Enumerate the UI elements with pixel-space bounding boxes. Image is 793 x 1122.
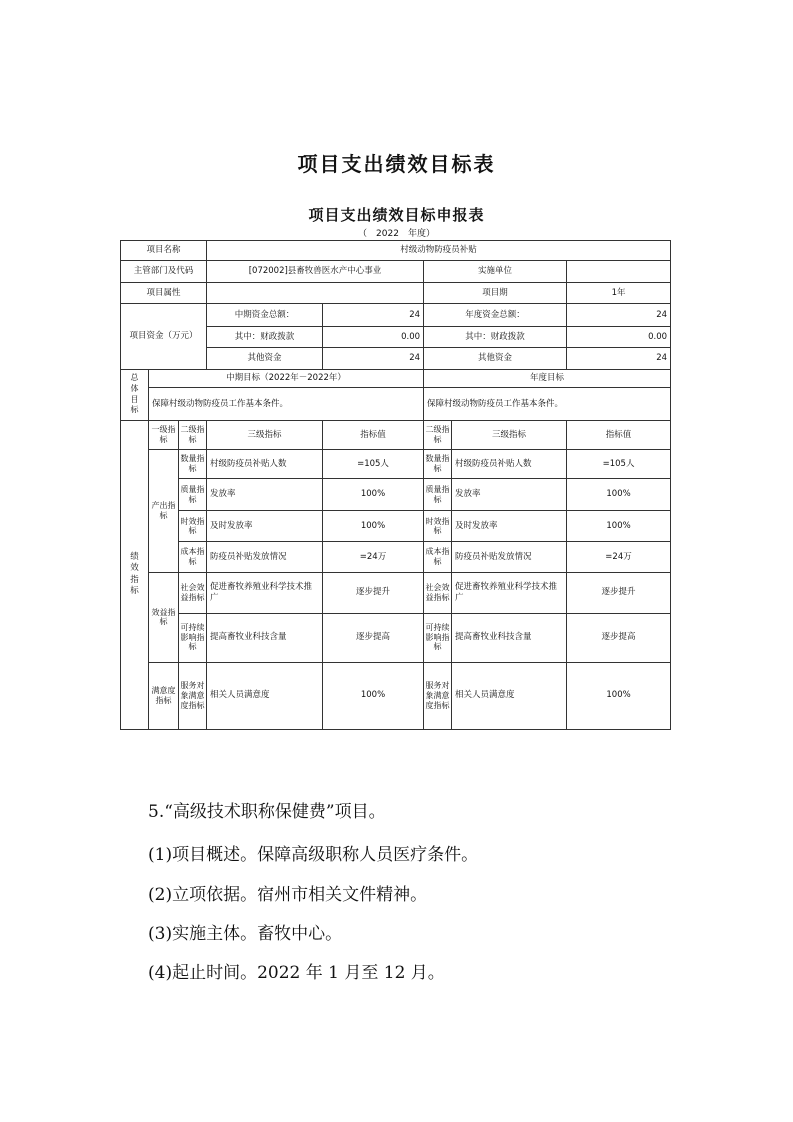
row-level2-annual: 时效指标 [424,511,452,542]
project-name-value: 村级动物防疫员补贴 [207,241,671,261]
page-title: 项目支出绩效目标表 [297,152,496,176]
row-level2: 成本指标 [179,542,207,573]
row-level3-annual: 村级防疫员补贴人数 [452,450,567,479]
header-level3: 三级指标 [207,420,323,450]
row-level2: 可持续影响指标 [179,613,207,662]
row-level3: 相关人员满意度 [207,662,323,729]
row-value-annual: 100% [567,511,671,542]
annual-fiscal-value: 0.00 [567,326,671,347]
row-value: 100% [323,478,424,511]
group-satisfaction: 满意度指标 [149,662,179,729]
row-value: =105人 [323,450,424,479]
row-level3-annual: 及时发放率 [452,511,567,542]
row-level3: 村级防疫员补贴人数 [207,450,323,479]
mid-total-label: 中期资金总额： [207,304,323,326]
row-level2: 社会效益指标 [179,572,207,613]
row-level3-annual: 促进畜牧养殖业科学技术推广 [452,572,567,613]
group-benefit: 效益指标 [149,572,179,662]
goal-label: 总体目标 [121,369,149,420]
project-name-label: 项目名称 [121,241,207,261]
row-level2-annual: 数量指标 [424,450,452,479]
mid-other-label: 其他资金 [207,348,323,369]
row-level3: 发放率 [207,478,323,511]
mid-goal-header: 中期目标（2022年－2022年） [149,369,424,387]
group-output: 产出指标 [149,450,179,572]
row-value-annual: =105人 [567,450,671,479]
header-level3-annual: 三级指标 [452,420,567,450]
annual-other-label: 其他资金 [424,348,567,369]
header-level1: 一级指标 [149,420,179,450]
perf-label: 绩效指标 [121,420,149,729]
annual-fiscal-label: 其中：财政拨款 [424,326,567,347]
row-level2-annual: 质量指标 [424,478,452,511]
row-level2: 时效指标 [179,511,207,542]
paragraph-heading: 5.“高级技术职称保健费”项目。 [148,802,386,822]
paragraph-basis: (2)立项依据。宿州市相关文件精神。 [148,885,428,905]
row-level3: 及时发放率 [207,511,323,542]
row-value-annual: 100% [567,662,671,729]
header-value-annual: 指标值 [567,420,671,450]
row-value-annual: 逐步提升 [567,572,671,613]
row-level2: 质量指标 [179,478,207,511]
mid-other-value: 24 [323,348,424,369]
annual-other-value: 24 [567,348,671,369]
row-level2-annual: 成本指标 [424,542,452,573]
header-level2: 二级指标 [179,420,207,450]
annual-total-value: 24 [567,304,671,326]
paragraph-entity: (3)实施主体。畜牧中心。 [148,924,343,944]
impl-value [567,261,671,282]
attr-label: 项目属性 [121,282,207,303]
annual-goal-text: 保障村级动物防疫员工作基本条件。 [424,387,671,420]
row-level3: 防疫员补贴发放情况 [207,542,323,573]
period-label: 项目期 [424,282,567,303]
annual-goal-header: 年度目标 [424,369,671,387]
year-line: （ 2022 年度） [358,229,435,239]
header-value: 指标值 [323,420,424,450]
impl-label: 实施单位 [424,261,567,282]
row-value-annual: 逐步提高 [567,613,671,662]
row-value: 逐步提升 [323,572,424,613]
attr-value [207,282,424,303]
row-level2: 服务对象满意度指标 [179,662,207,729]
row-level2-annual: 可持续影响指标 [424,613,452,662]
dept-label: 主管部门及代码 [121,261,207,282]
row-level2-annual: 社会效益指标 [424,572,452,613]
row-level3-annual: 发放率 [452,478,567,511]
performance-form [120,240,670,730]
row-level2: 数量指标 [179,450,207,479]
row-level2-annual: 服务对象满意度指标 [424,662,452,729]
mid-total-value: 24 [323,304,424,326]
funds-label: 项目资金（万元） [121,304,207,369]
row-value: 逐步提高 [323,613,424,662]
mid-fiscal-value: 0.00 [323,326,424,347]
paragraph-overview: (1)项目概述。保障高级职称人员医疗条件。 [148,845,479,865]
annual-total-label: 年度资金总额： [424,304,567,326]
paragraph-period: (4)起止时间。2022 年 1 月至 12 月。 [148,963,445,983]
mid-goal-text: 保障村级动物防疫员工作基本条件。 [149,387,424,420]
row-level3: 促进畜牧养殖业科学技术推广 [207,572,323,613]
row-value-annual: =24万 [567,542,671,573]
row-value: =24万 [323,542,424,573]
row-value: 100% [323,511,424,542]
row-level3: 提高畜牧业科技含量 [207,613,323,662]
row-level3-annual: 提高畜牧业科技含量 [452,613,567,662]
row-level3-annual: 相关人员满意度 [452,662,567,729]
header-level2-annual: 二级指标 [424,420,452,450]
table-title: 项目支出绩效目标申报表 [308,206,485,224]
row-level3-annual: 防疫员补贴发放情况 [452,542,567,573]
performance-table [120,240,671,730]
dept-value: [072002]县畜牧兽医水产中心事业 [207,261,424,282]
row-value-annual: 100% [567,478,671,511]
period-value: 1年 [567,282,671,303]
mid-fiscal-label: 其中：财政拨款 [207,326,323,347]
row-value: 100% [323,662,424,729]
